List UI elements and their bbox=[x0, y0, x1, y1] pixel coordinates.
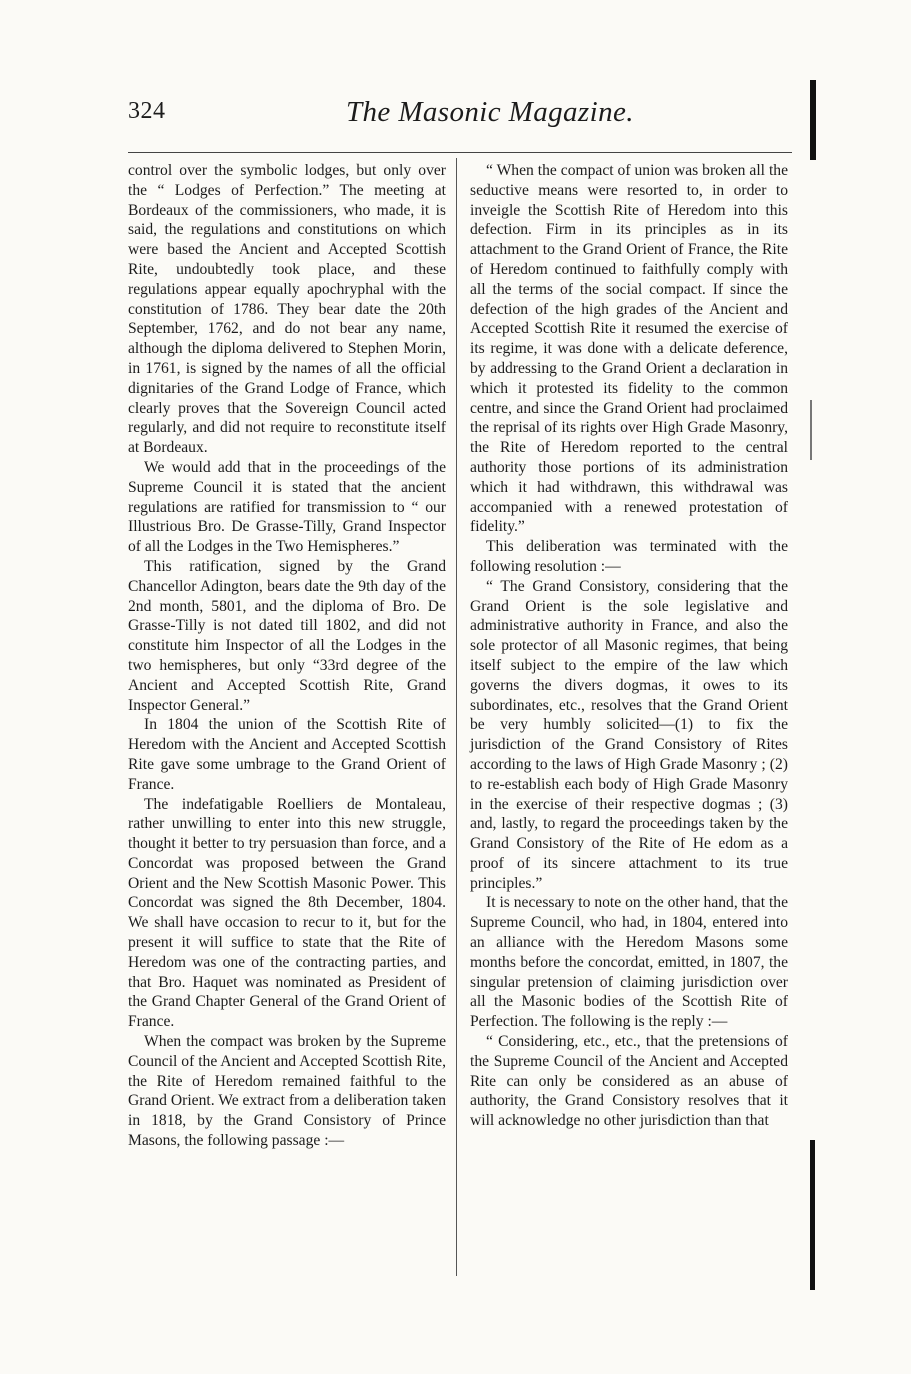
paragraph: We would add that in the proceedings of the Supreme Council it is stated that the ancient regulations are ratified for transmission to “ our Illustrious Bro. De Grasse-Tilly, Grand Inspector of all the Lodges in the Two Hemispheres.” bbox=[128, 458, 446, 556]
left-column bbox=[128, 161, 446, 1151]
paragraph: control over the symbolic lodges, but only over the “ Lodges of Perfection.” The meeting at Bordeaux of the commissioners, who made, it is said, the regulations and constitutions on which were based the Ancient and Accepted Scottish Rite, undoubtedly took place, and these regulations appear equally apochryphal with the constitution of 1786. They bear date the 20th September, 1762, and do not bear any name, although the diploma delivered to Stephen Morin, in 1761, is signed by the names of all the official dignitaries of the Grand Lodge of France, which clearly proves that the Sovereign Council acted regularly, and did not require to reconstitute itself at Bordeaux. bbox=[128, 162, 446, 457]
quotation-paragraph: “ When the compact of union was broken all the seductive means were resorted to, in order to inveigle the Scottish Rite of Heredom into this defection. Firm in its principles as in its attachment to the Grand Orient of France, the Rite of Heredom continued to faithfully comply with all the terms of the social compact. If since the defection of the high grades of the Ancient and Accepted Scottish Rite it resumed the exercise of its regime, it was done with a delicate deference, by addressing to the Grand Orient a declaration in which it protested its fidelity to the common centre, and since the Grand Orient had proclaimed the reprisal of its rights over High Grade Masonry, the Rite of Heredom reported to the central authority those portions of its administration which it had withdrawn, this withdrawal was accompanied with a renewed protestation of fidelity.” bbox=[470, 162, 788, 536]
paragraph: This deliberation was terminated with the following resolution :— bbox=[470, 538, 788, 575]
page-number: 324 bbox=[128, 98, 166, 124]
paragraph: It is necessary to note on the other hand, that the Supreme Council, who had, in 1804, entered into an alliance with the Heredom Masons some months before the concordat, emitted, in 1807, the singular pretension of claiming jurisdiction over all the Masonic bodies of the Scottish Rite of Perfection. The following is the reply :— bbox=[470, 894, 788, 1031]
right-column bbox=[470, 161, 788, 1131]
paragraph: The indefatigable Roelliers de Montaleau, rather unwilling to enter into this new struggle, thought it better to try persuasion than force, and a Concordat was proposed between the Grand Orient and the New Scottish Masonic Power. This Concordat was signed the 8th December, 1804. We shall have occasion to recur to it, but for the present it will suffice to state that the Rite of Heredom was one of the contracting parties, and that Bro. Haquet was nominated as President of the Grand Chapter General of the Grand Orient of France. bbox=[128, 795, 446, 1031]
paragraph: This ratification, signed by the Grand Chancellor Adington, bears date the 9th day of the 2nd month, 5801, and the diploma of Bro. De Grasse-Tilly is not dated till 1802, and did not constitute him Inspector of all the Lodges in the two hemispheres, but only “33rd degree of the Ancient and Accepted Scottish Rite, Grand Inspector General.” bbox=[128, 557, 446, 714]
column-divider bbox=[456, 158, 457, 1276]
scan-edge-mark bbox=[810, 400, 812, 460]
scan-edge-mark bbox=[810, 1140, 815, 1290]
paragraph: In 1804 the union of the Scottish Rite of Heredom with the Ancient and Accepted Scottish Rite gave some umbrage to the Grand Orient of France. bbox=[128, 716, 446, 793]
paragraph: When the compact was broken by the Supreme Council of the Ancient and Accepted Scottish Rite, the Rite of Heredom remained faithful to the Grand Orient. We extract from a deliberation taken in 1818, by the Grand Consistory of Prince Masons, the following passage :— bbox=[128, 1033, 446, 1150]
quotation-paragraph: “ The Grand Consistory, considering that the Grand Orient is the sole legislative and administrative authority in France, and also the sole protector of all Masonic regimes, that being itself subject to the empire of the law which governs the divers dogmas, it owes to its subordinates, etc., resolves that the Grand Orient be very humbly solicited—(1) to fix the jurisdiction of the Grand Consistory of Rites according to the laws of High Grade Masonry ; (2) to re-establish each body of High Grade Masonry in the exercise of their respective dogmas ; (3) and, lastly, to regard the proceedings taken by the Grand Consistory of the Rite of He edom as a proof of its sincere attachment to its true principles.” bbox=[470, 577, 788, 892]
scan-edge-mark bbox=[810, 80, 816, 160]
running-title: The Masonic Magazine. bbox=[346, 96, 634, 128]
page-header bbox=[128, 98, 798, 138]
quotation-paragraph: “ Considering, etc., etc., that the pretensions of the Supreme Council of the Ancient and Accepted Rite can only be considered as an abuse of authority, the Grand Consistory resolves that it will acknowledge no other jurisdiction than that bbox=[470, 1033, 788, 1130]
header-rule bbox=[128, 152, 792, 153]
